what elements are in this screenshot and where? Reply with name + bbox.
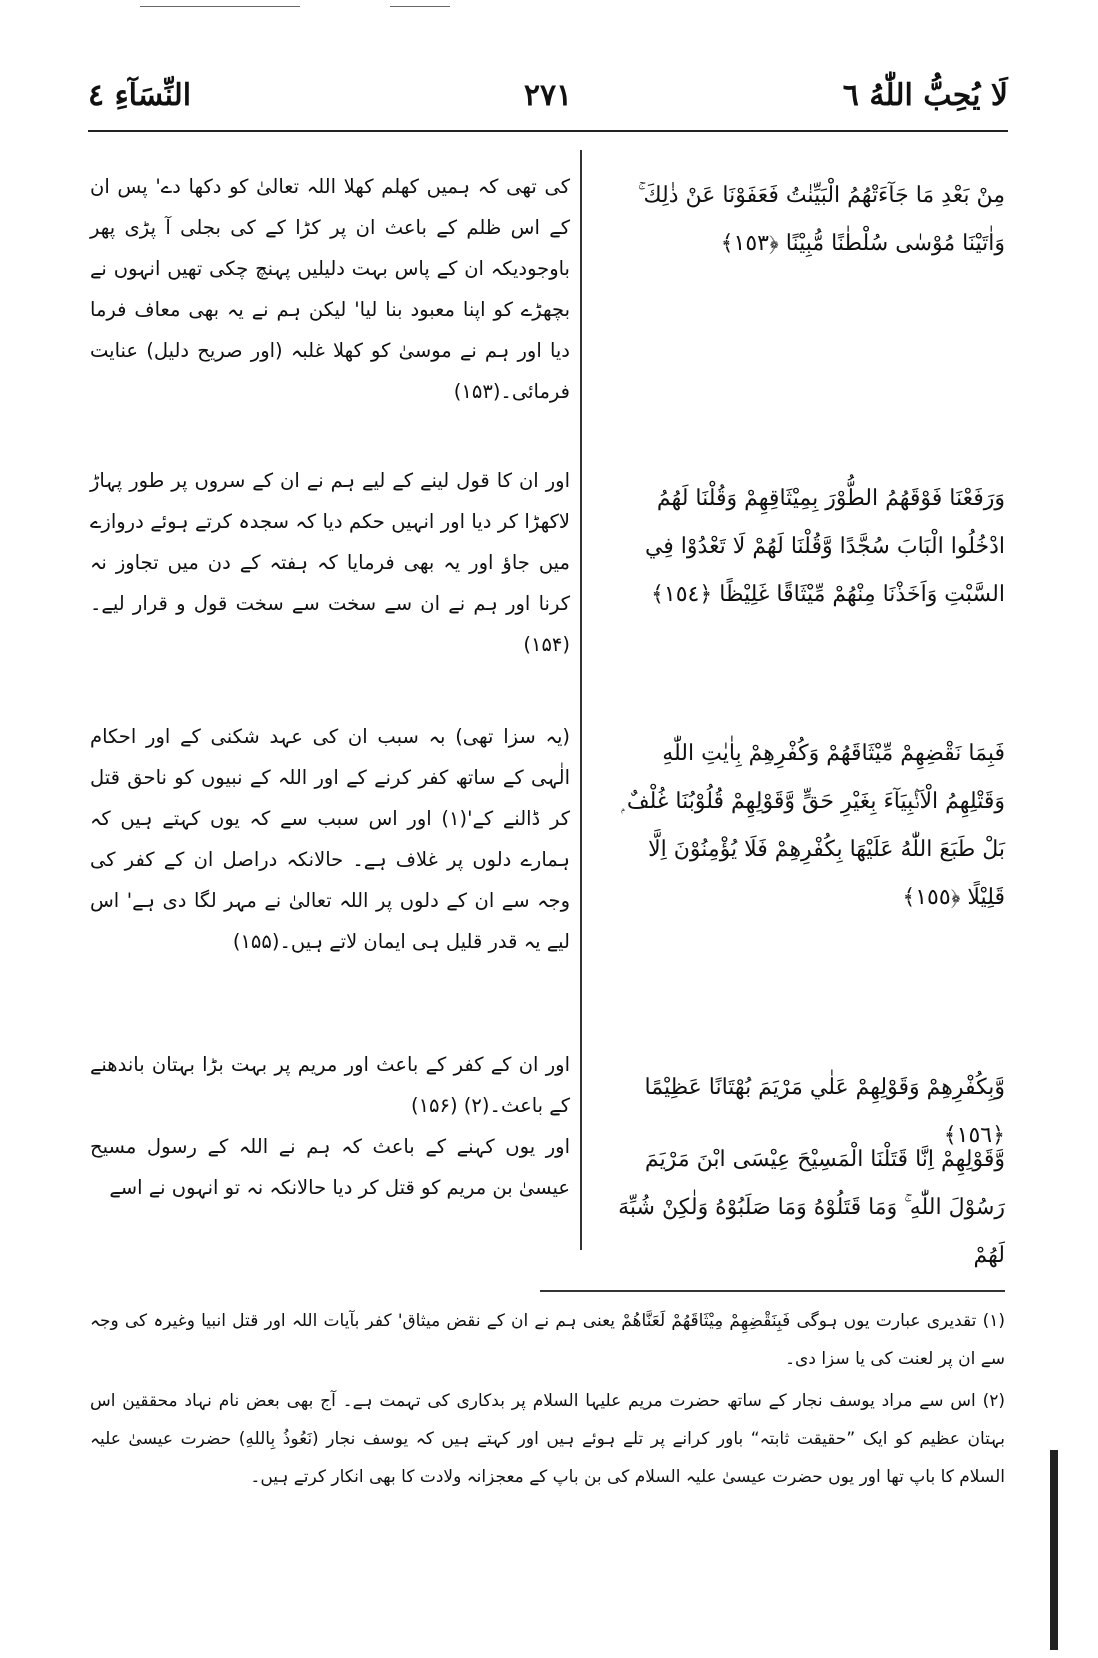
scan-edge-mark — [1050, 1450, 1058, 1650]
top-scan-marks — [140, 6, 740, 12]
arabic-verse-156: وَّبِكُفْرِهِمْ وَقَوْلِهِمْ عَلٰي مَرْيَمَ بُهْتَانًا عَظِيْمًا ﴿١٥٦﴾ — [644, 1075, 1005, 1148]
page-number: ٢٧١ — [523, 78, 573, 113]
arabic-verse-157: وَّقَوْلِهِمْ اِنَّا قَتَلْنَا الْمَسِيْحَ عِيْسَى ابْنَ مَرْيَمَ رَسُوْلَ اللّٰهِ ۚ وَمَا قَتَلُوْهُ وَمَا صَلَبُوْهُ وَلٰكِنْ شُبِّهَ لَهُمْ — [618, 1147, 1005, 1268]
translation-verse-153: کی تھی کہ ہمیں کھلم کھلا اللہ تعالیٰ کو دکھا دے' پس ان کے اس ظلم کے باعث ان پر کڑا کے کی بجلی آ پڑی پھر باوجودیکہ ان کے پاس بہت دلیلیں پہنچ چکی تھیں انہوں نے بچھڑے کو اپنا معبود بنا لیا' لیکن ہم نے یہ بھی معاف فرما دیا اور ہم نے موسیٰ کو کھلا غلبہ (اور صریح دلیل) عنایت فرمائی۔(۱۵۳) — [90, 175, 570, 403]
arabic-verse-155: فَبِمَا نَقْضِهِمْ مِّيْثَاقَهُمْ وَكُفْرِهِمْ بِاٰيٰتِ اللّٰهِ وَقَتْلِهِمُ الْاَنْۢبِيَآءَ بِغَيْرِ حَقٍّ وَّقَوْلِهِمْ قُلُوْبُنَا غُلْفٌ ۭ بَلْ طَبَعَ اللّٰهُ عَلَيْهَا بِكُفْرِهِمْ فَلَا يُؤْمِنُوْنَ اِلَّا قَلِيْلًا ﴿١٥٥﴾ — [621, 741, 1005, 910]
footnote-2: (۲) اس سے مراد یوسف نجار کے ساتھ حضرت مریم علیہا السلام پر بدکاری کی تہمت ہے۔ آج بھی بعض نام نہاد محققین اس بہتان عظیم کو ایک ”حقیقت ثابتہ“ باور کرانے پر تلے ہوئے ہیں اور کہتے ہیں کہ یوسف نجار (نَعُوذُ بِاللهِ) حضرت عیسیٰ علیہ السلام کا باپ تھا اور یوں حضرت عیسیٰ علیہ السلام کی بن باپ کے معجزانہ ولادت کا بھی انکار کرتے ہیں۔ — [90, 1391, 1005, 1487]
translation-verse-155: (یہ سزا تھی) بہ سبب ان کی عہد شکنی کے اور احکام الٰہی کے ساتھ کفر کرنے کے اور اللہ کے نبیوں کو ناحق قتل کر ڈالنے کے'(۱) اور اس سبب سے کہ یوں کہتے ہیں کہ ہمارے دلوں پر غلاف ہے۔ حالانکہ دراصل ان کے کفر کی وجہ سے ان کے دلوں پر اللہ تعالیٰ نے مہر لگا دی ہے' اس لیے یہ قدر قلیل ہی ایمان لاتے ہیں۔(۱۵۵) — [90, 725, 570, 953]
arabic-verse-153: مِنْ بَعْدِ مَا جَآءَتْهُمُ الْبَيِّنٰتُ فَعَفَوْنَا عَنْ ذٰلِكَ ۚ وَاٰتَيْنَا مُوْسٰى سُلْطٰنًا مُّبِيْنًا ﴿١٥٣﴾ — [637, 183, 1005, 256]
arabic-verse-154: وَرَفَعْنَا فَوْقَهُمُ الطُّوْرَ بِمِيْثَاقِهِمْ وَقُلْنَا لَهُمُ ادْخُلُوا الْبَابَ سُجَّدًا وَّقُلْنَا لَهُمْ لَا تَعْدُوْا فِي السَّبْتِ وَاَخَذْنَا مِنْهُمْ مِّيْثَاقًا غَلِيْظًا ﴿١٥٤﴾ — [644, 486, 1005, 607]
header-divider — [88, 130, 1008, 132]
juz-title: لَا يُحِبُّ اللّٰهُ ٦ — [842, 78, 1008, 113]
scan-mark — [390, 6, 450, 7]
footnote-divider — [540, 1290, 1005, 1292]
footnotes — [90, 1302, 1005, 1500]
translation-verse-154: اور ان کا قول لینے کے لیے ہم نے ان کے سروں پر طور پہاڑ لاکھڑا کر دیا اور انہیں حکم دیا کہ سجدہ کرتے ہوئے دروازے میں جاؤ اور یہ بھی فرمایا کہ ہفتہ کے دن میں تجاوز نہ کرنا اور ہم نے ان سے سخت سے سخت قول و قرار لیے۔(۱۵۴) — [90, 469, 570, 656]
surah-title: النِّسَآءِ ٤ — [88, 78, 192, 113]
page-header — [88, 78, 1008, 124]
translation-verse-157: اور یوں کہنے کے باعث کہ ہم نے اللہ کے رسول مسیح عیسیٰ بن مریم کو قتل کر دیا حالانکہ نہ تو انہوں نے اسے — [90, 1135, 570, 1199]
translation-verse-156: اور ان کے کفر کے باعث اور مریم پر بہت بڑا بہتان باندھنے کے باعث۔(۲) (۱۵۶) — [90, 1053, 570, 1117]
column-divider — [580, 150, 582, 1250]
scan-mark — [140, 6, 300, 7]
footnote-1: (۱) تقدیری عبارت یوں ہوگی فَبِنَقْضِهِمْ مِيْثَاقَهُمْ لَعَنَّاهُمْ یعنی ہم نے ان کے نقض میثاق' کفر بآیات اللہ اور قتل انبیا وغیرہ کی وجہ سے ان پر لعنت کی یا سزا دی۔ — [90, 1311, 1005, 1369]
